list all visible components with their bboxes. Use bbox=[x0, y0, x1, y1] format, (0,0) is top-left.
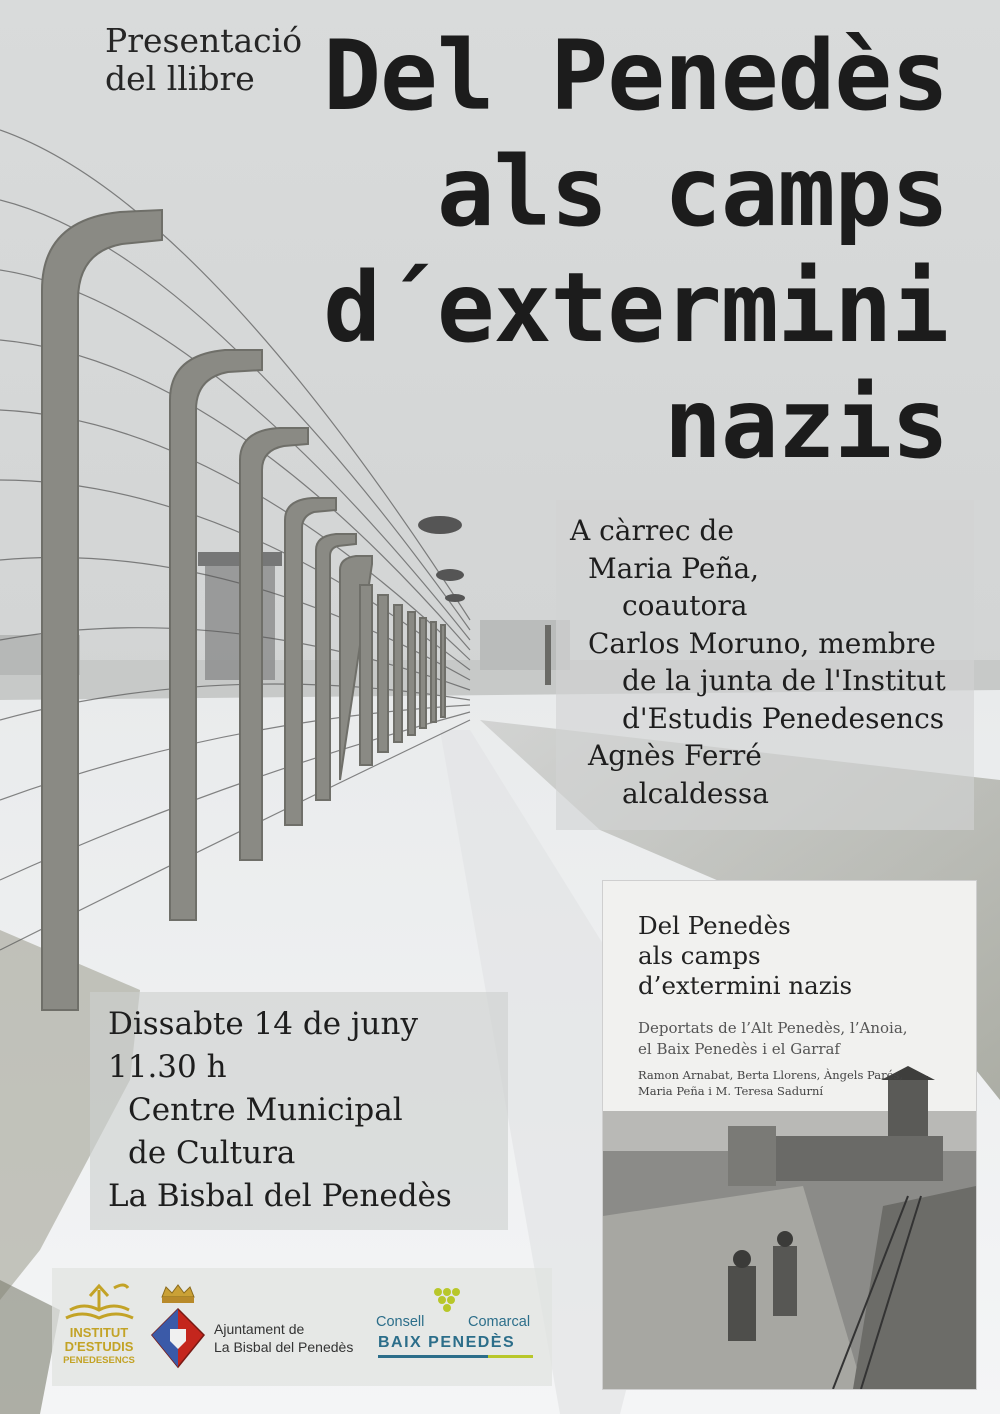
intro-line-2: del llibre bbox=[105, 59, 255, 98]
book-authors-line-2: Maria Peña i M. Teresa Sadurní bbox=[638, 1084, 824, 1098]
book-subtitle-line-1: Deportats de l’Alt Penedès, l’Anoia, bbox=[638, 1019, 908, 1037]
book-cover bbox=[603, 881, 976, 1389]
book-title-line-3: d’extermini nazis bbox=[638, 971, 853, 1000]
intro-line-1: Presentació bbox=[105, 21, 303, 60]
consell-word-1: Consell bbox=[376, 1314, 425, 1330]
event-town: La Bisbal del Penedès bbox=[108, 1178, 452, 1214]
speaker-name: Carlos Moruno, membre bbox=[588, 626, 936, 660]
event-venue: de Cultura bbox=[128, 1135, 296, 1171]
speaker-role: de la junta de l'Institut bbox=[622, 664, 946, 697]
ajuntament-line-2: La Bisbal del Penedès bbox=[214, 1339, 354, 1355]
event-date: Dissabte 14 de juny bbox=[108, 1006, 418, 1042]
consell-word-2: Comarcal bbox=[468, 1314, 531, 1330]
speakers-heading: A càrrec de bbox=[570, 514, 734, 547]
book-emblem-icon bbox=[62, 1280, 137, 1326]
title-line-2: als camps bbox=[436, 136, 948, 248]
ajuntament-line-1: Ajuntament de bbox=[214, 1321, 305, 1337]
book-authors bbox=[638, 1067, 903, 1099]
ies-line-2: D'ESTUDIS bbox=[64, 1339, 134, 1354]
book-cover-photo bbox=[603, 1066, 976, 1389]
presentation-label bbox=[105, 22, 302, 98]
event-details bbox=[108, 1003, 452, 1218]
book-title-line-1: Del Penedès bbox=[638, 911, 791, 940]
event-venue: Centre Municipal bbox=[128, 1092, 403, 1128]
speaker-role: d'Estudis Penedesencs bbox=[622, 701, 945, 735]
speaker-name: Agnès Ferré bbox=[588, 739, 762, 772]
municipal-shield-icon bbox=[148, 1283, 208, 1373]
consell-underline bbox=[378, 1355, 533, 1361]
consell-region: BAIX PENEDÈS bbox=[378, 1334, 516, 1351]
speaker-name: Maria Peña, bbox=[588, 551, 760, 585]
ies-logo-text bbox=[58, 1326, 140, 1368]
book-subtitle bbox=[638, 1018, 908, 1060]
book-title bbox=[638, 911, 852, 1001]
speakers-list bbox=[570, 512, 946, 812]
grapes-icon bbox=[428, 1286, 468, 1318]
speaker-role: coautora bbox=[622, 589, 748, 622]
event-time: 11.30 h bbox=[108, 1049, 227, 1085]
ies-line-3: PENEDESENCS bbox=[63, 1355, 135, 1366]
ajuntament-logo-text bbox=[214, 1320, 353, 1356]
title-line-4: nazis bbox=[664, 368, 948, 480]
book-authors-line-1: Ramon Arnabat, Berta Llorens, Àngels Parés, bbox=[638, 1068, 903, 1082]
book-subtitle-line-2: el Baix Penedès i el Garraf bbox=[638, 1040, 840, 1058]
title-line-3: d´extermini bbox=[323, 252, 948, 364]
poster-title bbox=[323, 18, 948, 482]
book-title-line-2: als camps bbox=[638, 941, 761, 970]
speaker-role: alcaldessa bbox=[622, 776, 769, 810]
title-line-1: Del Penedès bbox=[323, 20, 948, 132]
ies-line-1: INSTITUT bbox=[69, 1325, 129, 1340]
